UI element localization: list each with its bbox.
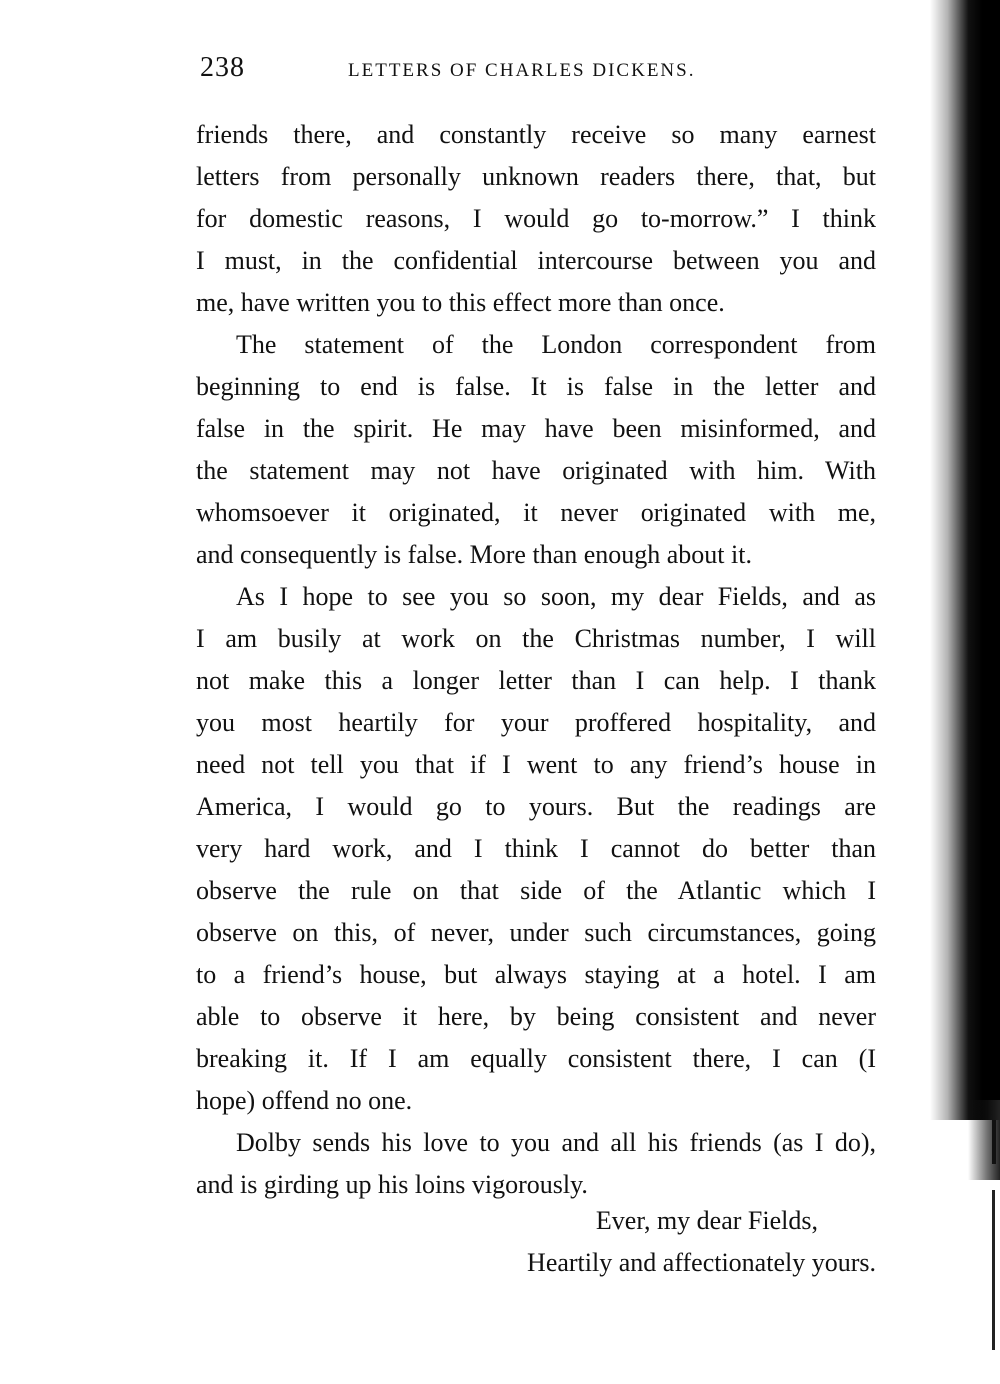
running-title: LETTERS OF CHARLES DICKENS. xyxy=(348,60,696,81)
body-line: for domestic reasons, I would go to-morrow.” I think xyxy=(196,204,876,233)
body-line: you most heartily for your proffered hospitality, and xyxy=(196,708,876,737)
body-line: America, I would go to yours. But the readings are xyxy=(196,792,876,821)
body-line: hope) offend no one. xyxy=(196,1086,413,1115)
body-line: and consequently is false. More than enough about it. xyxy=(196,540,752,569)
body-line: me, have written you to this effect more than once. xyxy=(196,288,725,317)
binding-edge-line xyxy=(992,1190,995,1350)
running-head xyxy=(196,52,876,92)
body-line: able to observe it here, by being consistent and never xyxy=(196,1002,876,1031)
letter-closing xyxy=(196,1200,876,1284)
body-line: beginning to end is false. It is false in the letter and xyxy=(196,372,876,401)
body-line: to a friend’s house, but always staying at a hotel. I am xyxy=(196,960,876,989)
body-line: friends there, and constantly receive so many earnest xyxy=(196,120,876,149)
closing-signoff: Heartily and affectionately yours. xyxy=(527,1248,876,1277)
page-number: 238 xyxy=(200,52,245,83)
body-line: breaking it. If I am equally consistent there, I can (I xyxy=(196,1044,876,1073)
body-line: I must, in the confidential intercourse between you and xyxy=(196,246,876,275)
body-line: and is girding up his loins vigorously. xyxy=(196,1170,588,1199)
body-line: the statement may not have originated with him. With xyxy=(196,456,876,485)
body-line: very hard work, and I think I cannot do better than xyxy=(196,834,876,863)
body-line: observe the rule on that side of the Atlantic which I xyxy=(196,876,876,905)
body-line: whomsoever it originated, it never originated with me, xyxy=(196,498,876,527)
paragraph-start-line: Dolby sends his love to you and all his friends (as I do), xyxy=(236,1128,876,1157)
body-line: I am busily at work on the Christmas number, I will xyxy=(196,624,876,653)
body-line: not make this a longer letter than I can help. I thank xyxy=(196,666,876,695)
body-line: need not tell you that if I went to any friend’s house in xyxy=(196,750,876,779)
binding-edge-mark xyxy=(992,1120,996,1164)
paragraph-start-line: The statement of the London correspondent from xyxy=(236,330,876,359)
letter-body xyxy=(196,114,876,1206)
body-line: letters from personally unknown readers there, that, but xyxy=(196,162,876,191)
paragraph-start-line: As I hope to see you so soon, my dear Fields, and as xyxy=(236,582,876,611)
body-line: observe on this, of never, under such circumstances, going xyxy=(196,918,876,947)
binding-shadow xyxy=(930,0,1000,1120)
body-line: false in the spirit. He may have been misinformed, and xyxy=(196,414,876,443)
closing-salutation: Ever, my dear Fields, xyxy=(595,1206,818,1235)
